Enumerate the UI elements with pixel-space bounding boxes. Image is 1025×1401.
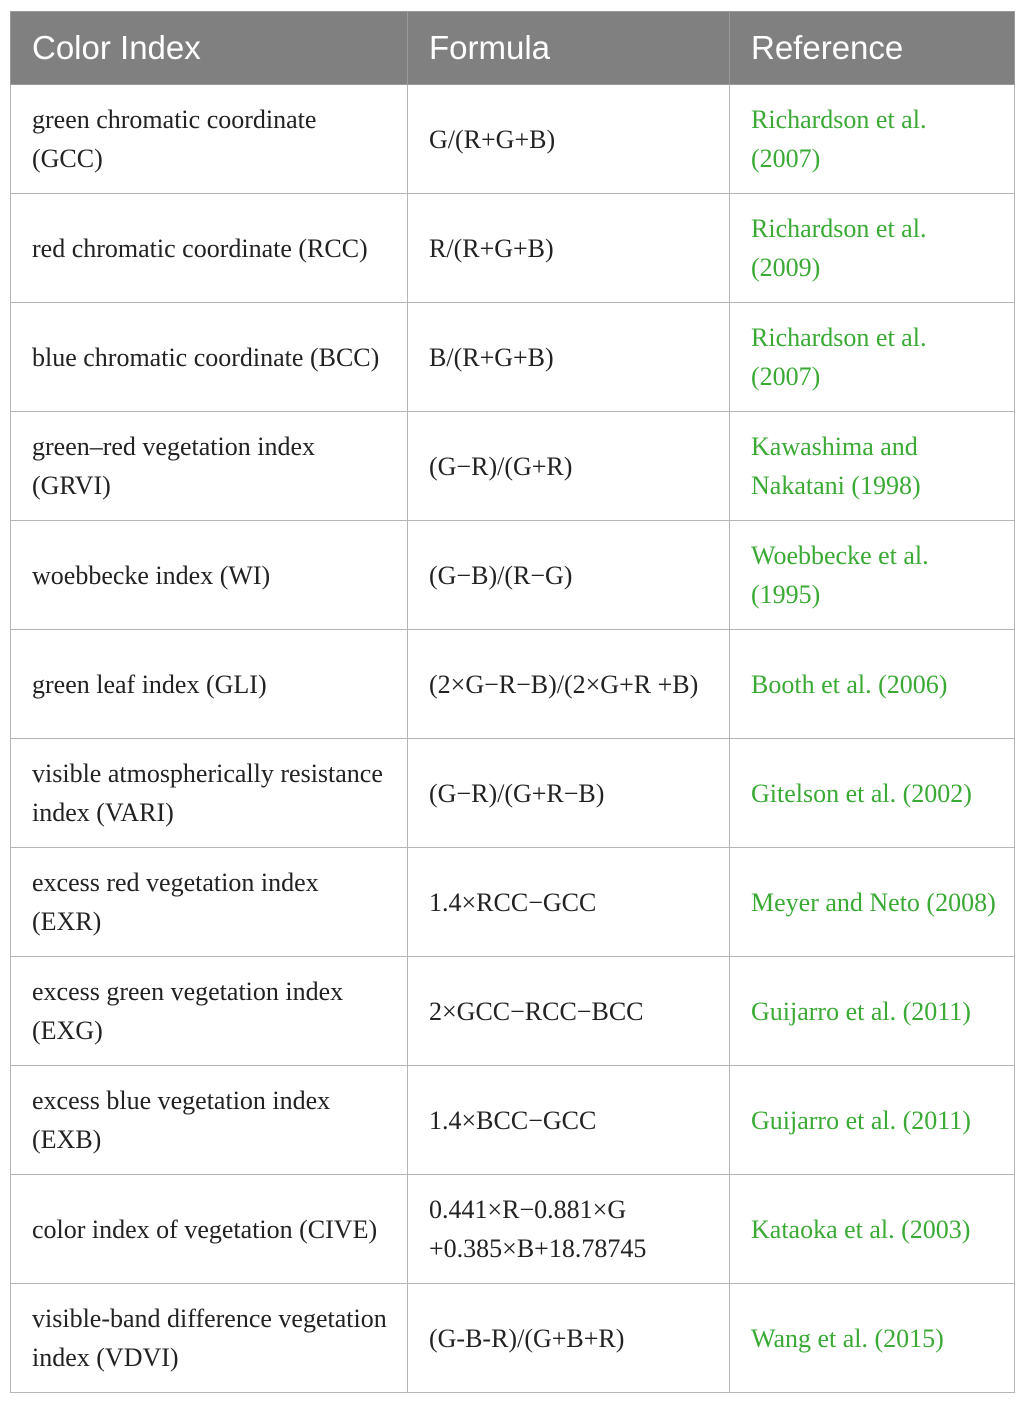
table-row <box>11 1175 1015 1284</box>
cell-formula: (G−R)/(G+R) <box>408 412 730 521</box>
cell-reference-link[interactable]: Richardson et al. (2007) <box>730 303 1015 412</box>
cell-index: excess green vegetation index (EXG) <box>11 957 408 1066</box>
cell-index: excess red vegetation index (EXR) <box>11 848 408 957</box>
cell-index: red chromatic coordinate (RCC) <box>11 194 408 303</box>
table-row <box>11 1066 1015 1175</box>
table-row <box>11 848 1015 957</box>
cell-formula: R/(R+G+B) <box>408 194 730 303</box>
table-row <box>11 194 1015 303</box>
cell-formula: 1.4×RCC−GCC <box>408 848 730 957</box>
header-formula: Formula <box>408 12 730 85</box>
table-row <box>11 630 1015 739</box>
cell-index: blue chromatic coordinate (BCC) <box>11 303 408 412</box>
cell-reference-link[interactable]: Kawashima and Nakatani (1998) <box>730 412 1015 521</box>
cell-formula: B/(R+G+B) <box>408 303 730 412</box>
cell-index: visible atmospherically resistance index (VARI) <box>11 739 408 848</box>
cell-index: green–red vegetation index (GRVI) <box>11 412 408 521</box>
cell-formula: (G−R)/(G+R−B) <box>408 739 730 848</box>
cell-reference-link[interactable]: Guijarro et al. (2011) <box>730 1066 1015 1175</box>
cell-reference-link[interactable]: Gitelson et al. (2002) <box>730 739 1015 848</box>
cell-index: woebbecke index (WI) <box>11 521 408 630</box>
table-row <box>11 521 1015 630</box>
cell-reference-link[interactable]: Meyer and Neto (2008) <box>730 848 1015 957</box>
cell-index: excess blue vegetation index (EXB) <box>11 1066 408 1175</box>
table-row <box>11 739 1015 848</box>
cell-reference-link[interactable]: Guijarro et al. (2011) <box>730 957 1015 1066</box>
header-color-index: Color Index <box>11 12 408 85</box>
cell-formula: (G−B)/(R−G) <box>408 521 730 630</box>
cell-reference-link[interactable]: Richardson et al. (2007) <box>730 85 1015 194</box>
cell-formula: (2×G−R−B)/(2×G+R +B) <box>408 630 730 739</box>
cell-reference-link[interactable]: Richardson et al. (2009) <box>730 194 1015 303</box>
table-row <box>11 85 1015 194</box>
cell-formula: 0.441×R−0.881×G +0.385×B+18.78745 <box>408 1175 730 1284</box>
table-row <box>11 303 1015 412</box>
table-row <box>11 1284 1015 1393</box>
cell-formula: 1.4×BCC−GCC <box>408 1066 730 1175</box>
cell-index: color index of vegetation (CIVE) <box>11 1175 408 1284</box>
cell-index: green chromatic coordinate (GCC) <box>11 85 408 194</box>
header-reference: Reference <box>730 12 1015 85</box>
table-header-row <box>11 12 1015 85</box>
table-row <box>11 957 1015 1066</box>
cell-index: visible-band difference vegetation index (VDVI) <box>11 1284 408 1393</box>
cell-reference-link[interactable]: Woebbecke et al. (1995) <box>730 521 1015 630</box>
cell-index: green leaf index (GLI) <box>11 630 408 739</box>
color-index-table <box>10 11 1015 1393</box>
cell-formula: 2×GCC−RCC−BCC <box>408 957 730 1066</box>
cell-formula: G/(R+G+B) <box>408 85 730 194</box>
table-row <box>11 412 1015 521</box>
cell-reference-link[interactable]: Booth et al. (2006) <box>730 630 1015 739</box>
cell-reference-link[interactable]: Wang et al. (2015) <box>730 1284 1015 1393</box>
cell-reference-link[interactable]: Kataoka et al. (2003) <box>730 1175 1015 1284</box>
cell-formula: (G-B-R)/(G+B+R) <box>408 1284 730 1393</box>
color-index-table-container <box>10 11 1014 1393</box>
